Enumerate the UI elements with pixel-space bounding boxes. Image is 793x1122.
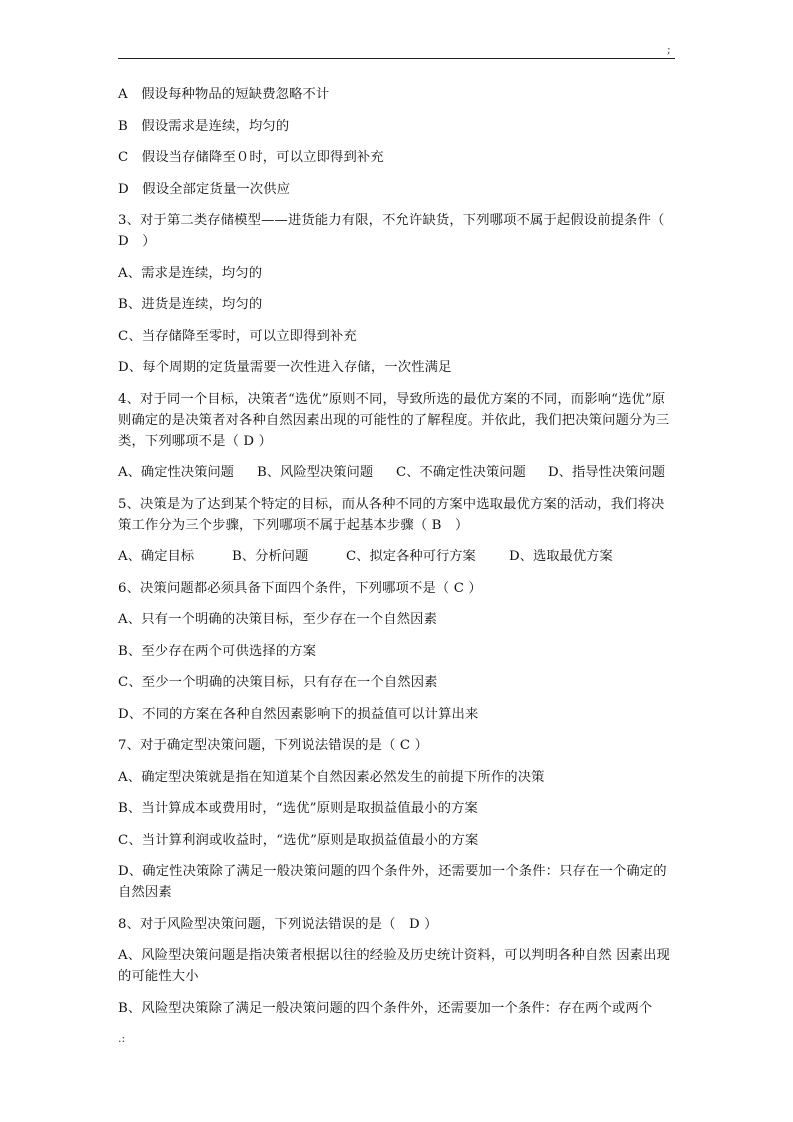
question-7-option-d: D、确定性决策除了满足一般决策问题的四个条件外，还需要加一个条件：只存在一个确定的自然因素	[118, 864, 667, 900]
question-8: 8、对于风险型决策问题，下列说法错误的是（ D ）	[118, 916, 438, 932]
footer-mark: .:	[118, 1032, 126, 1045]
paragraph-option-a: A 假设每种物品的短缺费忽略不计	[118, 87, 330, 102]
question-5-options	[118, 546, 676, 567]
header-rule	[118, 58, 675, 59]
header-mark: ;	[667, 43, 671, 56]
question-3-option-c: C、当存储降至零时，可以立即得到补充	[118, 328, 357, 344]
question-4-option-d: D、指导性决策问题	[548, 465, 666, 480]
question-8-option-b: B、风险型决策除了满足一般决策问题的四个条件外，还需要加一个条件：存在两个或两个	[118, 1000, 653, 1016]
question-4-option-a: A、确定性决策问题	[118, 465, 234, 480]
question-5-option-a: A、确定目标	[118, 549, 195, 564]
question-3: 3、对于第二类存储模型——进货能力有限，不允许缺货，下列哪项不属于起假设前提条件（ D ）	[118, 213, 678, 249]
question-7-option-b: B、当计算成本或费用时，“选优”原则是取损益值最小的方案	[118, 801, 478, 816]
question-7: 7、对于确定型决策问题，下列说法错误的是（ C ）	[118, 738, 429, 753]
question-3-option-d: D、每个周期的定货量需要一次性进入存储，一次性满足	[118, 360, 452, 375]
question-4-option-b: B、风险型决策问题	[257, 465, 374, 480]
question-5: 5、决策是为了达到某个特定的目标，而从各种不同的方案中选取最优方案的活动，我们将决策工作分为三个步骤，下列哪项不属于起基本步骤（ B ）	[118, 496, 665, 533]
question-6-option-c: C、至少一个明确的决策目标，只有存在一个自然因素	[118, 675, 438, 690]
paragraph-option-b: B 假设需求是连续，均匀的	[118, 118, 290, 134]
paragraph-option-d: D 假设全部定货量一次供应	[118, 181, 291, 197]
question-5-option-d: D、选取最优方案	[509, 549, 613, 564]
question-4-options	[118, 462, 676, 483]
question-6: 6、决策问题都必须具备下面四个条件，下列哪项不是（ C ）	[118, 580, 482, 596]
question-6-option-b: B、至少存在两个可供选择的方案	[118, 643, 317, 659]
document-body	[118, 84, 676, 1029]
question-5-option-b: B、分析问题	[232, 549, 309, 564]
paragraph-option-c: C 假设当存储降至０时，可以立即得到补充	[118, 150, 384, 165]
question-4: 4、对于同一个目标，决策者“选优”原则不同，导致所选的最优方案的不同，而影响“选优”原则确定的是决策者对各种自然因素出现的可能性的了解程度。并依此，我们把决策问题分为三类，下列哪项不是（ D ）	[118, 391, 670, 449]
question-3-option-a: A、需求是连续，均匀的	[118, 265, 263, 281]
question-5-option-c: C、拟定各种可行方案	[346, 549, 476, 564]
question-6-option-a: A、只有一个明确的决策目标，至少存在一个自然因素	[118, 612, 438, 627]
question-4-option-c: C、不确定性决策问题	[396, 465, 526, 480]
question-6-option-d: D、不同的方案在各种自然因素影响下的损益值可以计算出来	[118, 706, 479, 722]
question-8-option-a: A、风险型决策问题是指决策者根据以往的经验及历史统计资料，可以判明各种自然 因素出现的可能性大小	[118, 948, 671, 984]
question-7-option-c: C、当计算利润或收益时，“选优”原则是取损益值最小的方案	[118, 832, 479, 848]
question-3-option-b: B、进货是连续，均匀的	[118, 297, 263, 312]
question-7-option-a: A、确定型决策就是指在知道某个自然因素必然发生的前提下所作的决策	[118, 769, 545, 785]
